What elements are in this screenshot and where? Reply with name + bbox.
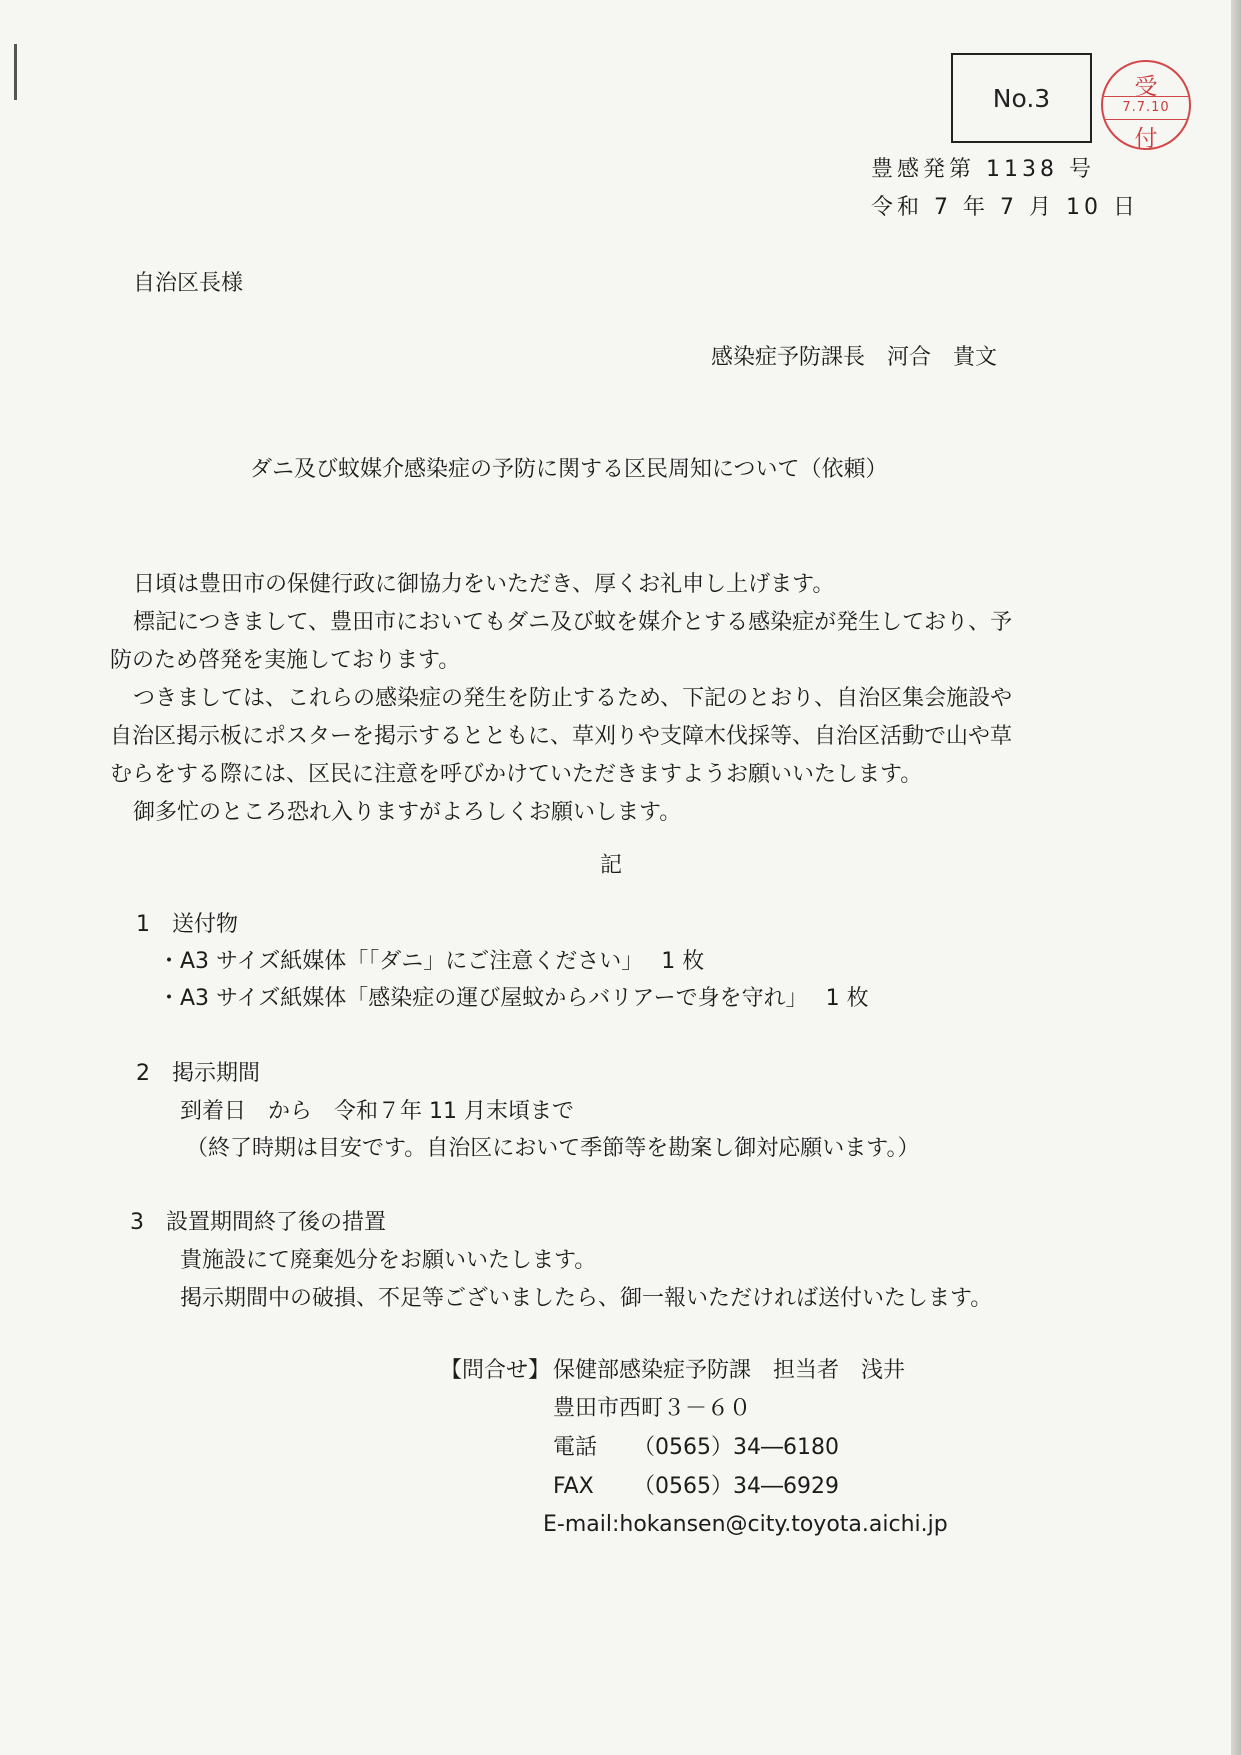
body-line-7: 御多忙のところ恐れ入りますがよろしくお願いします。 (133, 800, 682, 825)
section-2-line-2: （終了時期は目安です。自治区において季節等を勘案し御対応願います。） (186, 1136, 920, 1161)
received-stamp (1101, 60, 1191, 150)
body-line-5: 自治区掲示板にポスターを掲示するとともに、草刈りや支障木伐採等、自治区活動で山や草 (110, 724, 1013, 749)
received-stamp-date: 7.7.10 (1103, 96, 1189, 120)
body-line-4: つきましては、これらの感染症の発生を防止するため、下記のとおり、自治区集会施設や (133, 686, 1013, 711)
received-stamp-bottom: 付 (1134, 126, 1158, 150)
contact-tel-label: 電話 (553, 1435, 598, 1460)
contact-email: E-mail:hokansen@city.toyota.aichi.jp (543, 1512, 948, 1537)
section-1-item-1: ・A3 サイズ紙媒体「「ダニ」にご注意ください」 1 枚 (158, 949, 705, 974)
section-3-line-1: 貴施設にて廃棄処分をお願いいたします。 (180, 1248, 597, 1273)
contact-fax: （0565）34―6929 (633, 1474, 839, 1499)
body-line-1: 日頃は豊田市の保健行政に御協力をいただき、厚くお礼申し上げます。 (133, 572, 835, 597)
received-stamp-top: 受 (1134, 74, 1158, 100)
body-line-3: 防のため啓発を実施しております。 (110, 648, 461, 673)
scan-edge-mark (14, 44, 17, 100)
contact-fax-label: FAX (553, 1474, 594, 1499)
contact-tel: （0565）34―6180 (633, 1435, 839, 1460)
section-3-heading: 3 設置期間終了後の措置 (130, 1210, 386, 1235)
document-title: ダニ及び蚊媒介感染症の予防に関する区民周知について（依頼） (250, 457, 888, 482)
contact-label: 【問合せ】 (440, 1358, 551, 1383)
body-line-6: むらをする際には、区民に注意を呼びかけていただきますようお願いいたします。 (110, 762, 923, 787)
document-date: 令和 7 年 7 月 10 日 (871, 195, 1139, 220)
body-line-2: 標記につきまして、豊田市においてもダニ及び蚊を媒介とする感染症が発生しており、予 (133, 610, 1013, 635)
contact-address: 豊田市西町３－６０ (553, 1396, 752, 1421)
section-1-item-2: ・A3 サイズ紙媒体「感染症の運び屋蚊からバリアーで身を守れ」 1 枚 (158, 986, 869, 1011)
document-number-box (951, 53, 1092, 143)
section-2-line-1: 到着日 から 令和７年 11 月末頃まで (180, 1099, 574, 1124)
section-1-heading: 1 送付物 (136, 912, 238, 937)
contact-department: 保健部感染症予防課 担当者 浅井 (553, 1358, 906, 1383)
section-3-line-2: 掲示期間中の破損、不足等ございましたら、御一報いただければ送付いたします。 (180, 1286, 993, 1311)
ki-heading: 記 (600, 853, 623, 878)
document-reference-number: 豊感発第 1138 号 (871, 157, 1095, 182)
document-number-box-label: No.3 (992, 83, 1051, 113)
addressee: 自治区長様 (133, 271, 244, 296)
section-2-heading: 2 掲示期間 (136, 1061, 260, 1086)
sender: 感染症予防課長 河合 貴文 (711, 345, 998, 370)
